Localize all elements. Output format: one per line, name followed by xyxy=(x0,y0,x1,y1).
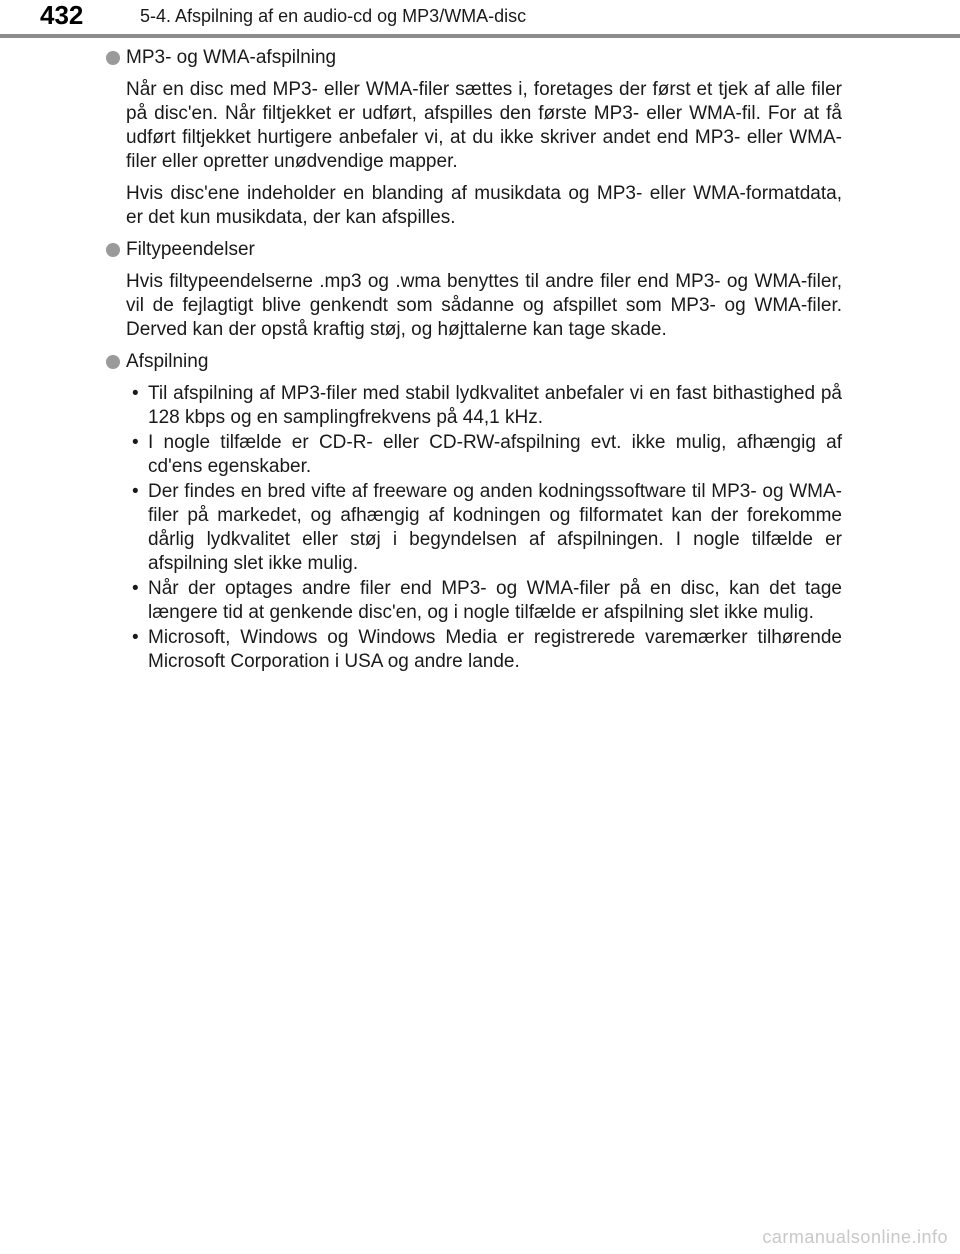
list-item xyxy=(126,480,842,576)
list-item xyxy=(126,382,842,430)
list-marker: • xyxy=(132,432,139,453)
list-marker: • xyxy=(132,578,139,599)
list-item-text: I nogle tilfælde er CD-R- eller CD-RW-afspilning evt. ikke mulig, afhængig af cd'ens egenskaber. xyxy=(148,432,842,477)
bullet-list xyxy=(126,382,842,674)
watermark: carmanualsonline.info xyxy=(762,1227,948,1247)
round-bullet-icon xyxy=(106,355,120,369)
list-marker: • xyxy=(132,383,139,404)
header-divider xyxy=(0,34,960,38)
paragraph: Hvis disc'ene indeholder en blanding af musikdata og MP3- eller WMA-formatdata, er det kun musikdata, der kan afspilles. xyxy=(126,183,842,228)
list-item-text: Microsoft, Windows og Windows Media er registrerede varemærker tilhørende Microsoft Corporation i USA og andre lande. xyxy=(148,627,842,672)
section-heading xyxy=(104,46,842,70)
round-bullet-icon xyxy=(106,51,120,65)
section-heading-text: MP3- og WMA-afspilning xyxy=(126,47,337,68)
section-playback xyxy=(126,350,842,674)
chapter-title: 5-4. Afspilning af en audio-cd og MP3/WMA-disc xyxy=(140,6,527,26)
section-heading xyxy=(104,350,842,374)
list-marker: • xyxy=(132,627,139,648)
page-header xyxy=(0,0,960,40)
paragraph: Hvis filtypeendelserne .mp3 og .wma benyttes til andre filer end MP3- og WMA-filer, vil de fejlagtigt blive genkendt som sådanne og afspillet som MP3- og WMA-filer. Derved kan der opstå kraftig støj, og højttalerne kan tage skade. xyxy=(126,271,842,340)
section-heading-text: Filtypeendelser xyxy=(126,239,255,260)
list-item-text: Der findes en bred vifte af freeware og anden kodningssoftware til MP3- og WMA-filer på markedet, og afhængig af kodningen og filformatet kan der forekomme dårlig lydkvalitet eller støj i begyndelsen af afspilningen. I nogle tilfælde er afspilning slet ikke mulig. xyxy=(148,481,842,574)
list-item-text: Når der optages andre filer end MP3- og WMA-filer på en disc, kan det tage længere tid at genkende disc'en, og i nogle tilfælde er afspilning slet ikke mulig. xyxy=(148,578,842,623)
list-item xyxy=(126,626,842,674)
round-bullet-icon xyxy=(106,243,120,257)
section-file-extensions xyxy=(126,238,842,342)
list-item-text: Til afspilning af MP3-filer med stabil lydkvalitet anbefaler vi en fast bithastighed på 128 kbps og en samplingfrekvens på 44,1 kHz. xyxy=(148,383,842,428)
paragraph: Når en disc med MP3- eller WMA-filer sættes i, foretages der først et tjek af alle filer på disc'en. Når filtjekket er udført, afspilles den første MP3- eller WMA-fil. For at få udført filtjekket hurtigere anbefaler vi, at du ikke skriver andet end MP3- eller WMA-filer eller opretter unødvendige mapper. xyxy=(126,79,842,172)
section-heading xyxy=(104,238,842,262)
section-heading-text: Afspilning xyxy=(126,351,209,372)
section-mp3-wma-playback xyxy=(126,46,842,230)
list-item xyxy=(126,431,842,479)
page-content xyxy=(126,46,842,682)
page-number: 432 xyxy=(40,0,84,30)
list-marker: • xyxy=(132,481,139,502)
list-item xyxy=(126,577,842,625)
